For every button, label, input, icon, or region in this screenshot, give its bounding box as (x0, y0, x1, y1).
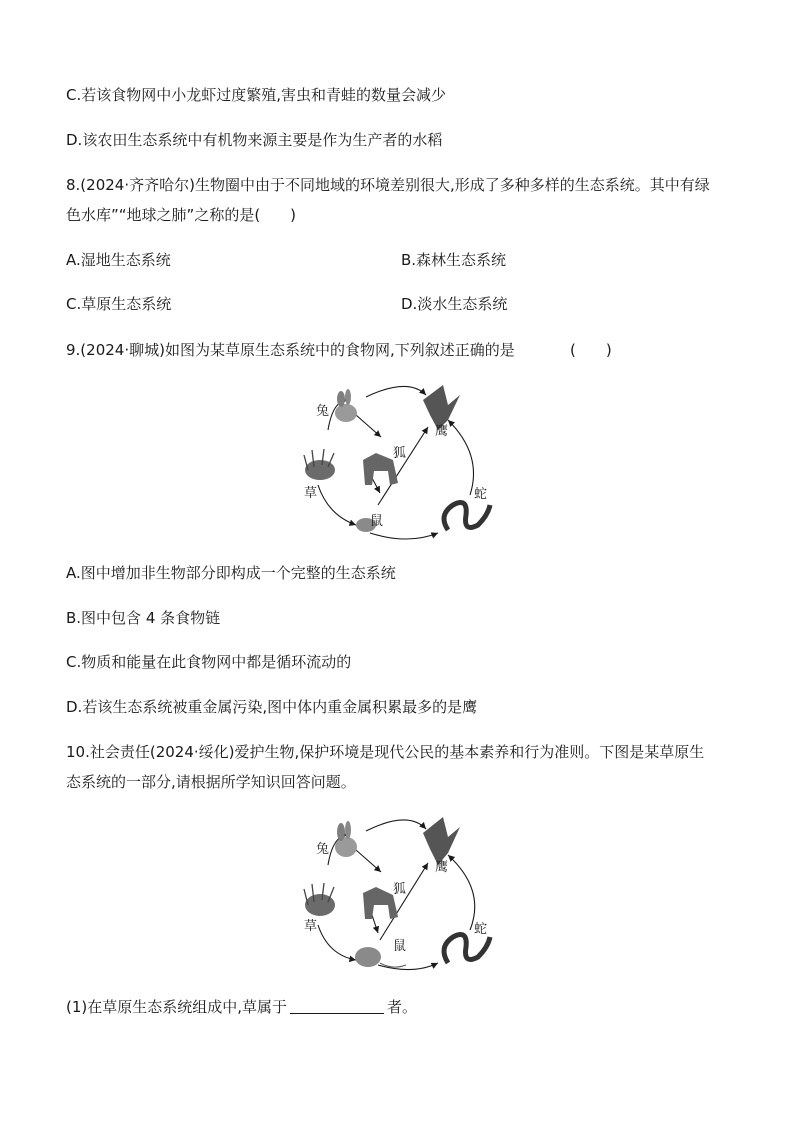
grass-icon (304, 883, 335, 916)
q8-stem-line2: 色水库”“地球之肺”之称的是( ) (66, 206, 297, 224)
q9-stem: 9.(2024·聊城)如图为某草原生态系统中的食物网,下列叙述正确的是 (66, 341, 515, 359)
q8-option-d: D.淡水生态系统 (401, 295, 508, 313)
food-web-diagram-q10 (298, 805, 498, 980)
label-grass: 草 (304, 919, 318, 934)
q9-paren: ( ) (570, 341, 612, 359)
label-fox: 狐 (393, 882, 407, 897)
q10-sub1-suffix: 者。 (387, 998, 418, 1016)
label-fox: 狐 (393, 446, 407, 461)
q8-option-a: A.湿地生态系统 (66, 251, 171, 269)
label-eagle: 鹰 (435, 424, 449, 439)
q8-option-c: C.草原生态系统 (66, 295, 172, 313)
label-eagle: 鹰 (435, 860, 449, 875)
q10-stem-line2: 态系统的一部分,请根据所学知识回答问题。 (66, 773, 356, 791)
answer-blank[interactable] (290, 998, 384, 1014)
label-grass: 草 (304, 486, 318, 501)
label-mouse: 鼠 (393, 939, 407, 954)
label-rabbit: 兔 (316, 404, 330, 419)
eagle-icon (423, 817, 460, 865)
label-rabbit: 兔 (316, 842, 330, 857)
snake-icon (444, 503, 490, 530)
grass-icon (304, 449, 335, 480)
snake-icon (444, 935, 490, 963)
q7-option-d: D.该农田生态系统中有机物来源主要是作为生产者的水稻 (66, 131, 443, 149)
label-snake: 蛇 (474, 922, 488, 937)
label-mouse: 鼠 (370, 514, 384, 529)
q9-option-a: A.图中增加非生物部分即构成一个完整的生态系统 (66, 564, 396, 582)
q7-option-c: C.若该食物网中小龙虾过度繁殖,害虫和青蛙的数量会减少 (66, 86, 447, 104)
q9-option-d: D.若该生态系统被重金属污染,图中体内重金属积累最多的是鹰 (66, 698, 478, 716)
q8-option-b: B.森林生态系统 (401, 251, 507, 269)
q8-stem-line1: 8.(2024·齐齐哈尔)生物圈中由于不同地域的环境差别很大,形成了多种多样的生态系统。其中有绿 (66, 176, 710, 194)
q9-option-b: B.图中包含 4 条食物链 (66, 609, 221, 627)
rabbit-icon (335, 389, 357, 422)
q9-option-c: C.物质和能量在此食物网中都是循环流动的 (66, 653, 352, 671)
label-snake: 蛇 (474, 487, 488, 502)
q10-sub1 (66, 997, 417, 1017)
food-web-diagram-q9 (298, 375, 498, 550)
q10-sub1-prefix: (1)在草原生态系统组成中,草属于 (66, 998, 288, 1016)
q10-stem-line1: 10.社会责任(2024·绥化)爱护生物,保护环境是现代公民的基本素养和行为准则。下图是某草原生 (66, 743, 705, 761)
